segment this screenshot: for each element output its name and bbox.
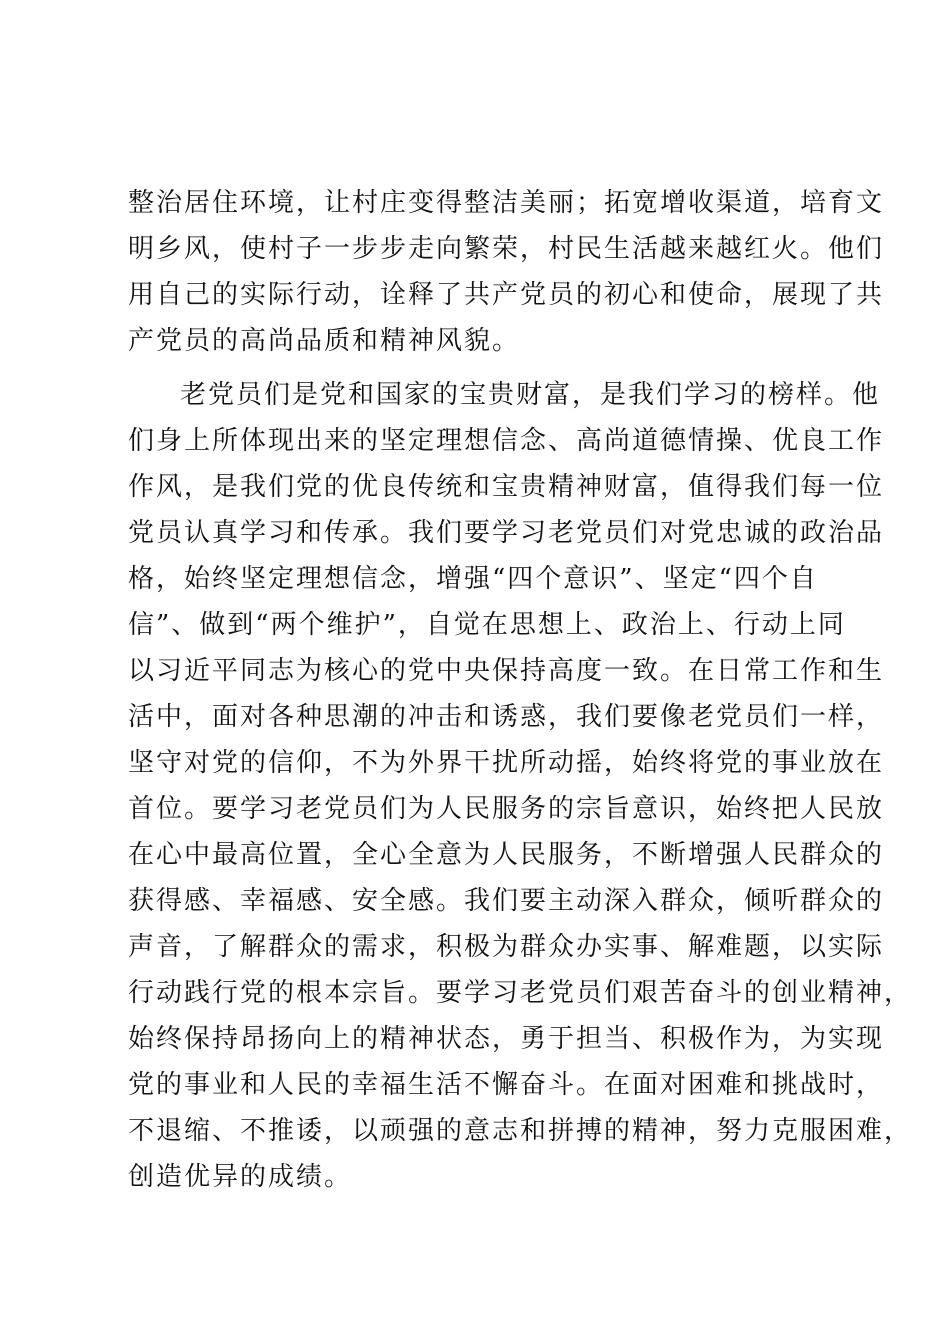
text-line: 以习近平同志为核心的党中央保持高度一致。在日常工作和生 bbox=[128, 656, 885, 686]
text-line: 创造优异的成绩。 bbox=[128, 1162, 353, 1192]
text-line: 党的事业和人民的幸福生活不懈奋斗。在面对困难和挑战时， bbox=[128, 1070, 885, 1100]
text-line: 活中，面对各种思潮的冲击和诱惑，我们要像老党员们一样， bbox=[128, 702, 885, 732]
text-line: 获得感、幸福感、安全感。我们要主动深入群众，倾听群众的 bbox=[128, 886, 885, 916]
text-line: 始终保持昂扬向上的精神状态，勇于担当、积极作为，为实现 bbox=[128, 1024, 885, 1054]
text-line: 们身上所体现出来的坚定理想信念、高尚道德情操、优良工作 bbox=[128, 426, 885, 456]
text-line: 作风，是我们党的优良传统和宝贵精神财富，值得我们每一位 bbox=[128, 472, 885, 502]
text-line: 用自己的实际行动，诠释了共产党员的初心和使命，展现了共 bbox=[128, 280, 885, 310]
text-line: 行动践行党的根本宗旨。要学习老党员们艰苦奋斗的创业精神， bbox=[128, 978, 913, 1008]
text-line: 不退缩、不推诿，以顽强的意志和拼搏的精神，努力克服困难， bbox=[128, 1116, 913, 1146]
text-line: 信”、做到“两个维护”，自觉在思想上、政治上、行动上同 bbox=[128, 610, 846, 640]
paragraph-old-party-members bbox=[128, 372, 913, 1200]
text-line: 明乡风，使村子一步步走向繁荣，村民生活越来越红火。他们 bbox=[128, 234, 885, 264]
text-line: 产党员的高尚品质和精神风貌。 bbox=[128, 326, 521, 356]
text-line: 老党员们是党和国家的宝贵财富，是我们学习的榜样。他 bbox=[180, 380, 881, 410]
text-line: 声音，了解群众的需求，积极为群众办实事、解难题，以实际 bbox=[128, 932, 885, 962]
text-line: 整治居住环境，让村庄变得整洁美丽；拓宽增收渠道，培育文 bbox=[128, 188, 885, 218]
text-line: 首位。要学习老党员们为人民服务的宗旨意识，始终把人民放 bbox=[128, 794, 885, 824]
text-line: 格，始终坚定理想信念，增强“四个意识”、坚定“四个自 bbox=[128, 564, 818, 594]
paragraph-continuation bbox=[128, 180, 885, 364]
text-line: 党员认真学习和传承。我们要学习老党员们对党忠诚的政治品 bbox=[128, 518, 885, 548]
text-line: 在心中最高位置，全心全意为人民服务，不断增强人民群众的 bbox=[128, 840, 885, 870]
text-line: 坚守对党的信仰，不为外界干扰所动摇，始终将党的事业放在 bbox=[128, 748, 885, 778]
